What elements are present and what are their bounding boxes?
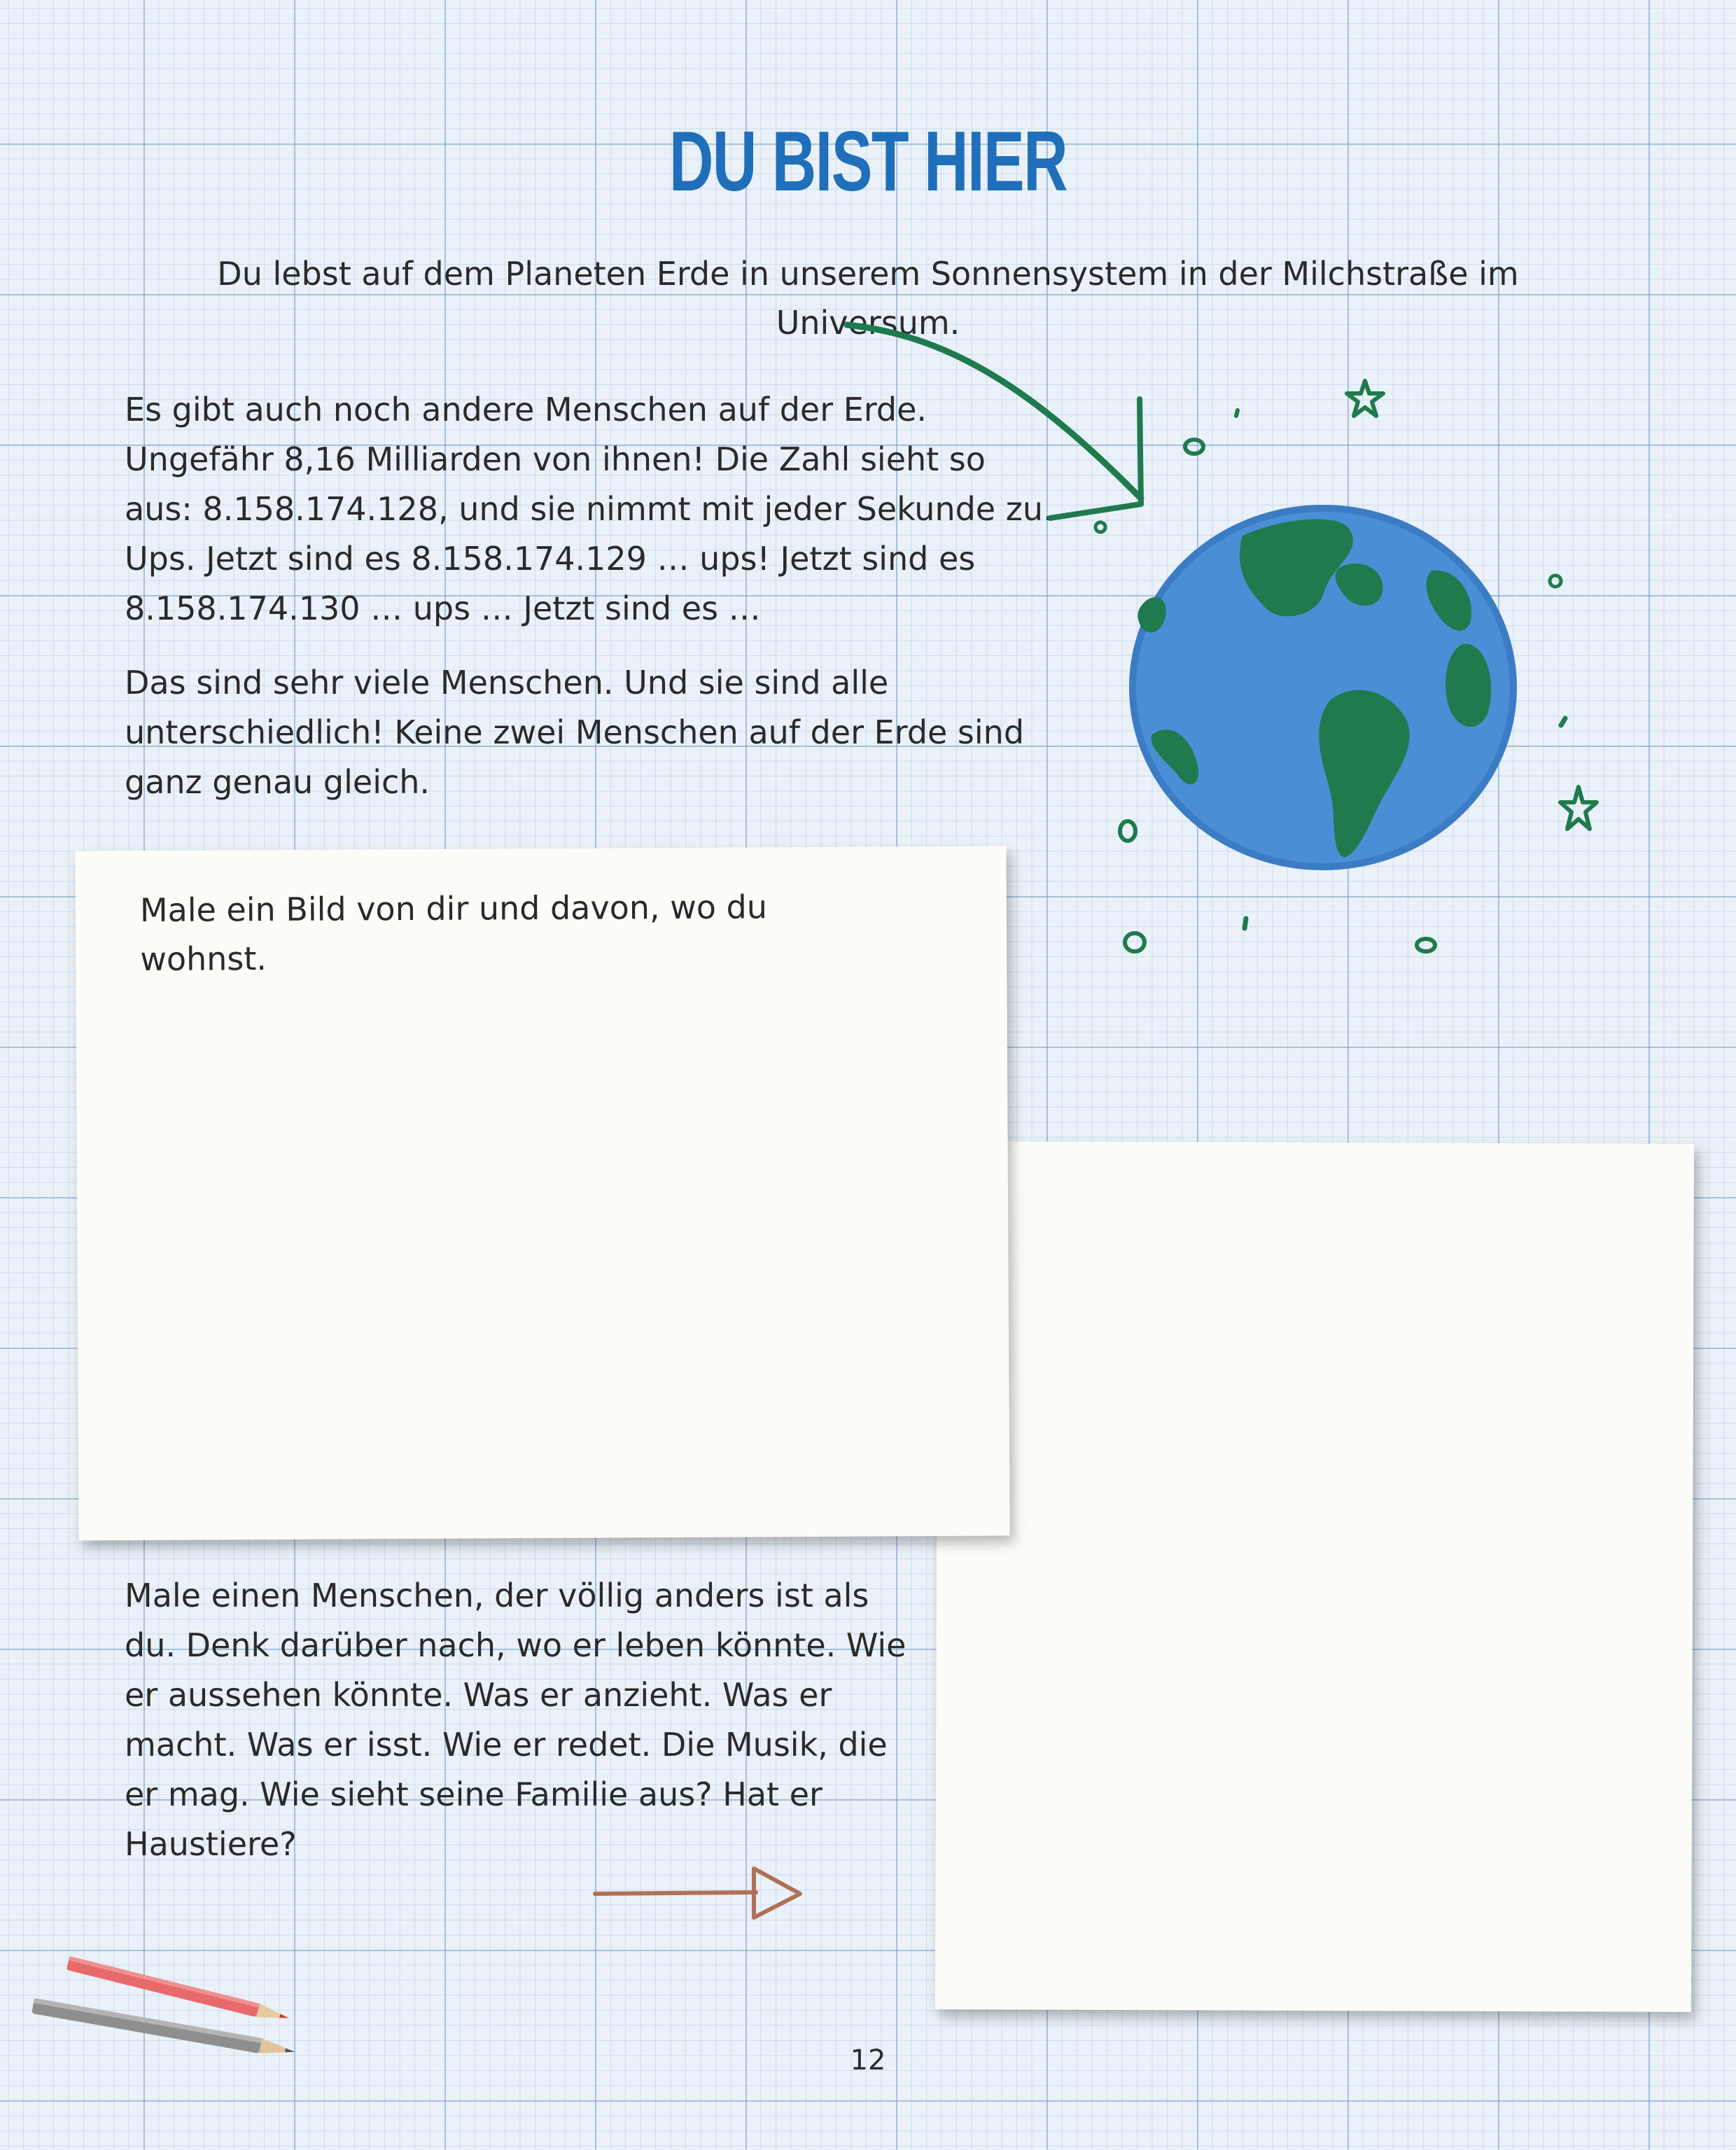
population-paragraph: Es gibt auch noch andere Menschen auf der Erde. Ungefähr 8,16 Milliarden von ihnen! Die Zahl sieht so aus: 8.158.174.128, und sie nimmt mit jeder Sekunde zu. Ups. Jetzt sind es 8.158.174.129 … ups! Jetzt sind es 8.158.174.130 … ups … Jetzt sind es … [125, 391, 1054, 627]
intro-text: Du lebst auf dem Planeten Erde in unserem Sonnensystem in der Milchstraße im Universum. [217, 255, 1519, 342]
diversity-paragraph: Das sind sehr viele Menschen. Und sie sind alle unterschiedlich! Keine zwei Menschen auf der Erde sind ganz genau gleich. [125, 664, 1025, 801]
drawing-prompt-1: Male ein Bild von dir und davon, wo du wohnst. [139, 888, 768, 979]
space-dots-decoration [1050, 392, 1610, 966]
page-number: 12 [850, 2044, 886, 2076]
pencils-icon [27, 1946, 321, 2065]
page-title: DU BIST HIER [668, 113, 1068, 209]
drawing-area-1[interactable] [75, 846, 1009, 1541]
right-arrow-icon [592, 1859, 808, 1929]
drawing-prompt-2: Male einen Menschen, der völlig anders ist als du. Denk darüber nach, wo er leben könnte. Wie er aussehen könnte. Was er anzieht. Was er macht. Was er isst. Wie er redet. Die Musik, die er mag. Wie sieht seine Familie aus? Hat er Haustiere? [125, 1577, 906, 1863]
drawing-area-2[interactable] [935, 1141, 1694, 2012]
